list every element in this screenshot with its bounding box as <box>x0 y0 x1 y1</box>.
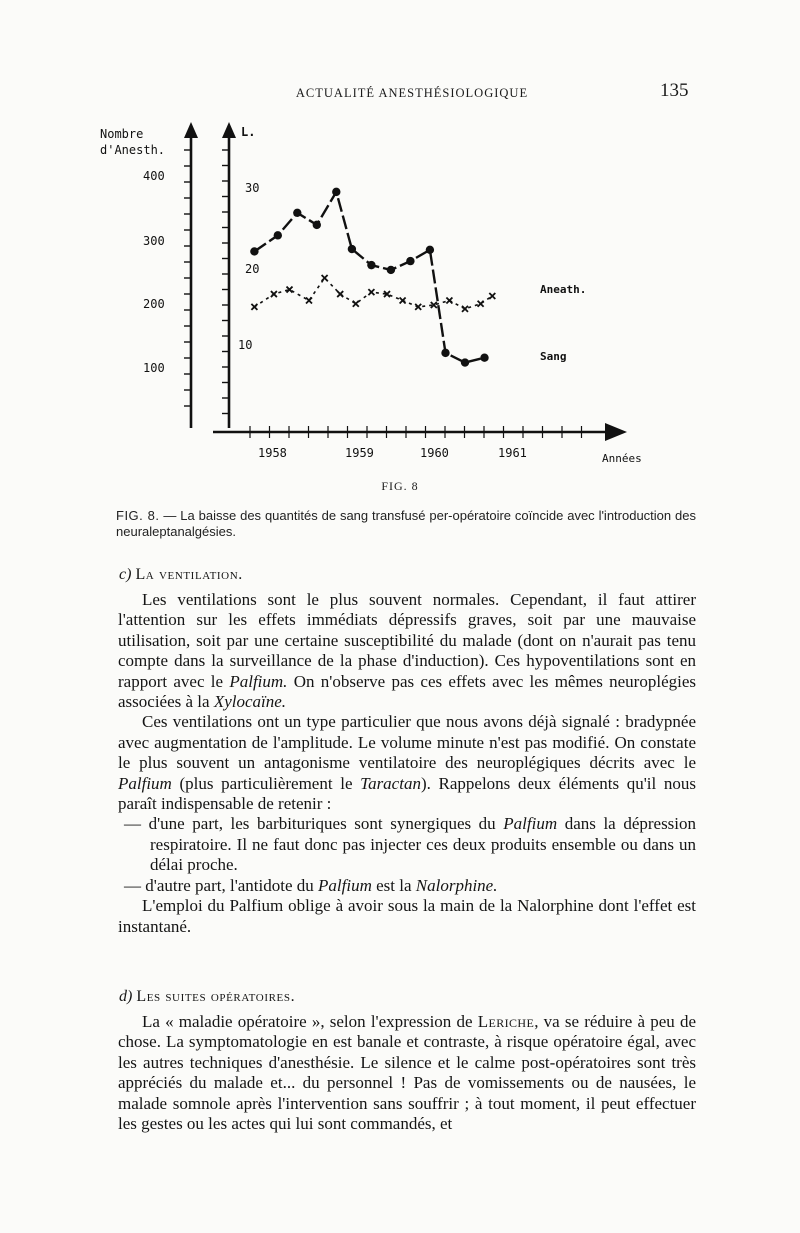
left-tick-label: 100 <box>143 361 165 375</box>
sang-point <box>387 266 395 274</box>
x-axis-title: Années <box>602 452 642 465</box>
section-title: Les suites opératoires. <box>136 988 296 1005</box>
sang-point <box>313 221 321 229</box>
series-sang <box>250 188 488 367</box>
right-tick-label: 20 <box>245 262 260 276</box>
suites-text <box>118 1012 696 1134</box>
list-item <box>118 814 696 875</box>
x-tick-label: 1960 <box>420 446 449 460</box>
sang-point <box>348 245 356 253</box>
section-heading-ventilation <box>119 566 243 584</box>
paragraph-text: On n'observe pas ces effets avec les mêmes neuroplégies associées à la <box>118 671 697 712</box>
sang-point <box>426 246 434 254</box>
right-tick-labels <box>238 181 259 352</box>
right-tick-label: 30 <box>245 181 260 195</box>
figure-label: FIG. 8 <box>381 479 419 493</box>
anesth-point <box>306 297 312 303</box>
x-tick-labels <box>258 446 527 460</box>
running-header: ACTUALITÉ ANESTHÉSIOLOGIQUE <box>295 86 529 100</box>
anesth-point <box>478 301 484 307</box>
x-tick-label: 1959 <box>345 446 374 460</box>
sang-point <box>480 354 488 362</box>
anesth-point <box>353 301 359 307</box>
left-axis-title-line1: Nombre <box>100 127 144 141</box>
anesth-point <box>462 306 468 312</box>
paragraph-text: La « maladie opératoire », selon l'expression de <box>142 1012 473 1031</box>
sang-point <box>406 257 414 265</box>
paragraph-text: , va se réduire à peu de chose. La symptomatologie en est banale et contraste, à risque opératoire égal, avec les autres techniques d'anesthésie. Le silence et le calme post-opératoires sont très appréciés du malade et... du personnel ! Pas de vomissements ou de nausées, le malade somnole après l'intervention sans souffrir ; à tout moment, il peut effectuer les gestes ou les actes qui lui sont commandés, et <box>118 1012 697 1134</box>
anesth-point <box>489 293 495 299</box>
drug-name: Palfium <box>118 773 172 793</box>
sang-point <box>367 261 375 269</box>
legend-anesth: Aneath. <box>540 283 587 296</box>
anesth-point <box>251 304 257 310</box>
anesth-point <box>322 275 328 281</box>
drug-name: Nalorphine. <box>415 875 498 895</box>
ventilation-text <box>118 590 696 937</box>
paragraph <box>118 712 696 814</box>
section-title: La ventilation. <box>135 566 243 583</box>
paragraph-text: Ces ventilations ont un type particulier que nous avons déjà signalé : bradypnée avec augmentation de l'amplitude. Le volume minute n'est pas modifié. On constate le plus souvent un antagonisme ventilatoire des neuroplégiques décrits avec le <box>118 712 696 773</box>
drug-name: Taractan <box>360 773 421 793</box>
right-tick-label: 10 <box>238 338 253 352</box>
paragraph-text: Les ventilations sont le plus souvent normales. Cependant, il faut attirer l'attention sur les effets immédiats dépressifs graves, soit par une mauvaise utilisation, soit par une certaine susceptibilité du malade (dont on n'aurait pas tenu compte dans la surveillance de la phase d'induction). Ces hypoventilations sont en rapport avec le <box>118 590 696 691</box>
x-axis-arrow <box>605 423 627 441</box>
anesth-point <box>337 291 343 297</box>
drug-name: Palfium <box>318 875 372 895</box>
figure-caption <box>116 508 696 540</box>
drug-name: Palfium. <box>229 671 288 691</box>
left-y-axis-arrow <box>184 122 198 138</box>
sang-point <box>461 358 469 366</box>
anesth-point <box>446 297 452 303</box>
paragraph-text: dans la dépression respiratoire. Il ne faut donc pas injecter ces deux produits ensemble ou dans un délai proche. <box>150 814 697 875</box>
paragraph-text: — d'autre part, l'antidote du <box>124 875 314 895</box>
left-tick-label: 400 <box>143 169 165 183</box>
figure-8-chart <box>100 110 700 475</box>
anesth-point <box>368 289 374 295</box>
sang-point <box>274 231 282 239</box>
left-tick-labels <box>143 169 165 375</box>
sang-point <box>441 349 449 357</box>
figure-caption-tag: FIG. 8. <box>116 508 160 523</box>
paragraph-text: ). Rappelons deux éléments qu'il nous paraît indispensable de retenir : <box>118 773 697 814</box>
paragraph-text: (plus particulièrement le <box>179 773 353 793</box>
section-letter: c) <box>119 566 132 583</box>
section-letter: d) <box>119 988 133 1005</box>
sang-line <box>254 192 484 363</box>
left-axis-title <box>100 127 165 157</box>
legend-sang: Sang <box>540 350 567 363</box>
sang-point <box>293 209 301 217</box>
x-tick-label: 1961 <box>498 446 527 460</box>
drug-name: Palfium <box>503 814 558 834</box>
right-y-axis-arrow <box>222 122 236 138</box>
sang-point <box>332 188 340 196</box>
list-item <box>118 876 696 896</box>
left-tick-label: 300 <box>143 234 165 248</box>
paragraph <box>118 1012 696 1134</box>
paragraph-text: est la <box>376 875 412 895</box>
left-tick-label: 200 <box>143 297 165 311</box>
right-axis-title: L. <box>241 125 256 139</box>
anesth-point <box>415 304 421 310</box>
paragraph <box>118 590 696 712</box>
page-number: 135 <box>660 80 689 101</box>
anesth-point <box>400 297 406 303</box>
series-anesth <box>251 275 495 312</box>
left-axis-title-line2: d'Anesth. <box>100 143 166 157</box>
section-heading-suites <box>119 988 295 1006</box>
sang-point <box>250 247 258 255</box>
x-tick-label: 1958 <box>258 446 287 460</box>
drug-name: Xylocaïne. <box>213 692 287 712</box>
author-name: Leriche <box>477 1012 535 1031</box>
paragraph: L'emploi du Palfium oblige à avoir sous la main de la Nalorphine dont l'effet est instantané. <box>118 896 696 936</box>
anesth-point <box>271 291 277 297</box>
figure-caption-text: — La baisse des quantités de sang transfusé per-opératoire coïncide avec l'introduction des neuraleptanalgésies. <box>116 508 696 539</box>
paragraph-text: — d'une part, les barbituriques sont synergiques du <box>124 814 496 834</box>
